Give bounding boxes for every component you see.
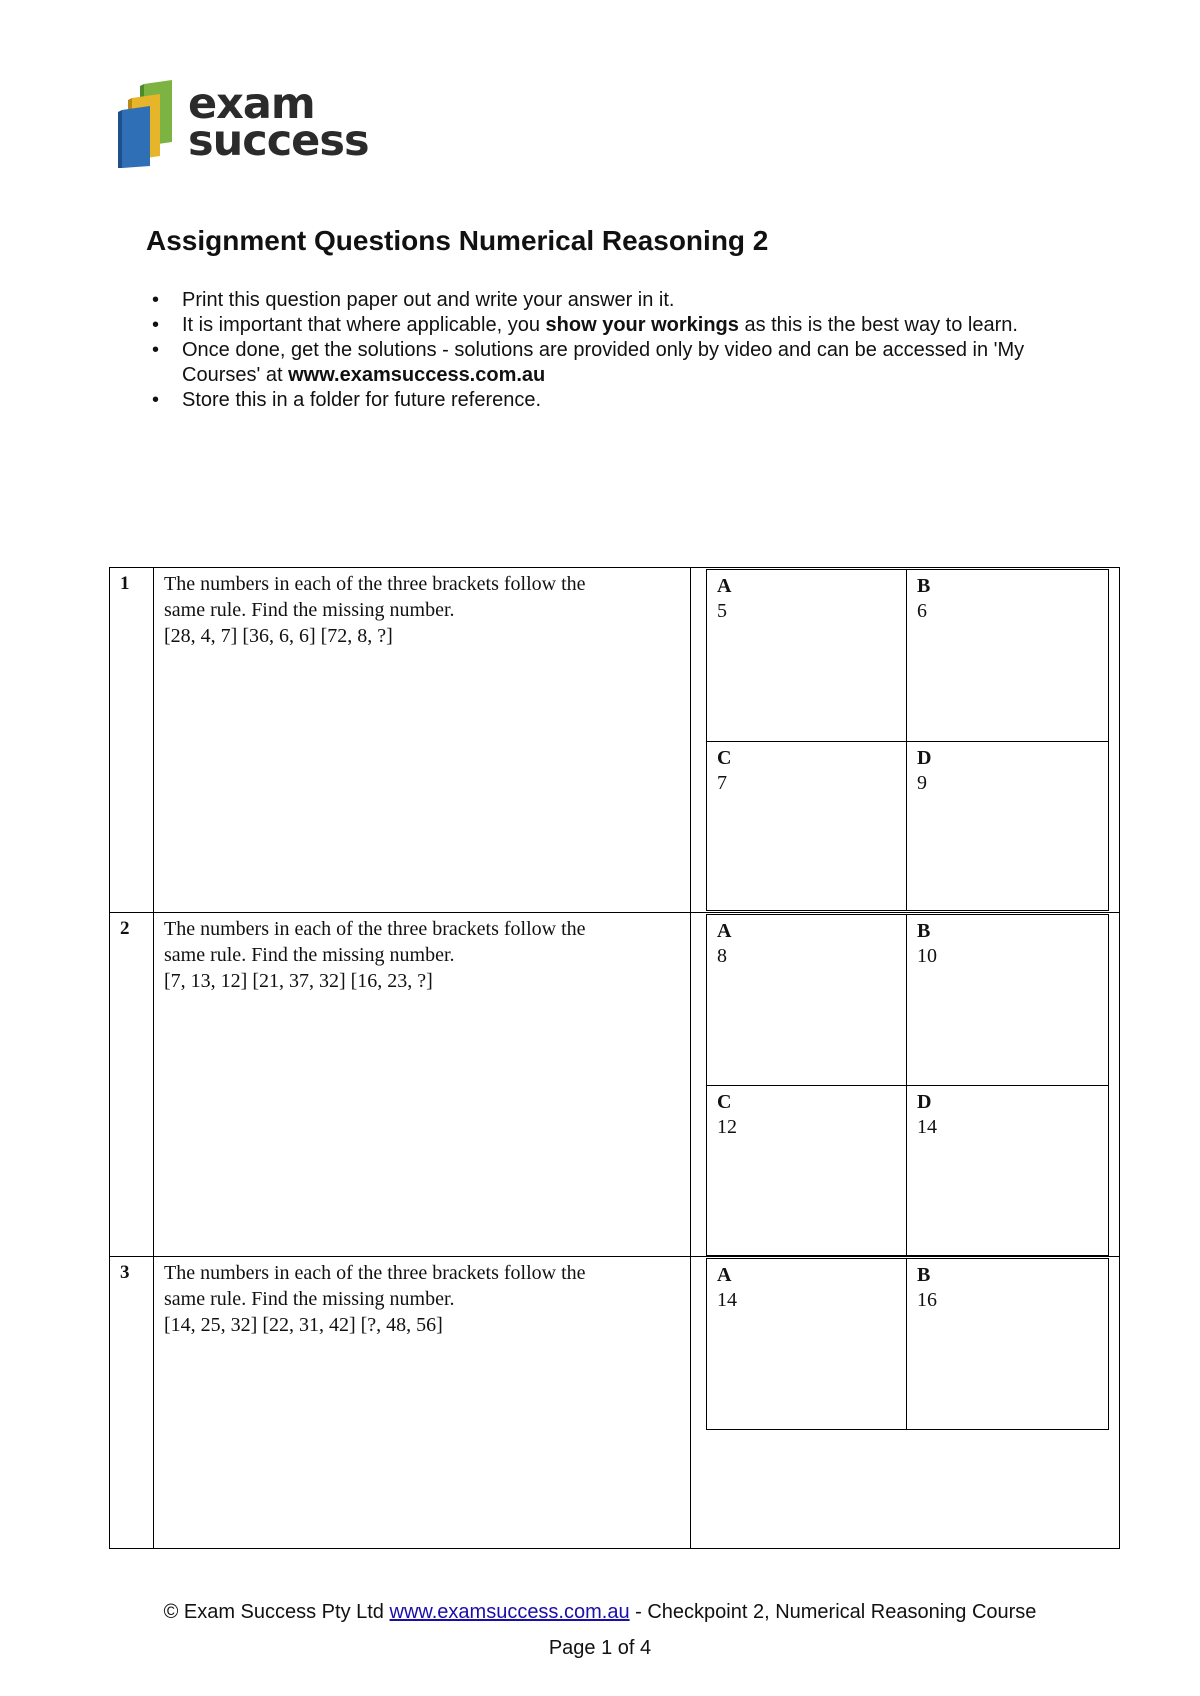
option-d[interactable] xyxy=(907,742,1108,910)
option-value: 8 xyxy=(717,945,727,967)
footer-course: - Checkpoint 2, Numerical Reasoning Course xyxy=(629,1601,1037,1623)
option-value: 9 xyxy=(917,772,927,794)
exam-success-logo xyxy=(118,80,378,170)
option-value: 10 xyxy=(917,945,937,967)
option-value: 16 xyxy=(917,1289,937,1311)
options-grid xyxy=(706,1258,1109,1430)
instruction-text: It is important that where applicable, you xyxy=(182,314,546,336)
question-sequence: [7, 13, 12] [21, 37, 32] [16, 23, ?] xyxy=(164,970,433,992)
option-letter: C xyxy=(717,747,732,769)
question-line: same rule. Find the missing number. xyxy=(164,944,455,966)
instruction-text: Print this question paper out and write your answer in it. xyxy=(182,289,675,311)
option-a[interactable] xyxy=(707,915,907,1086)
instruction-text: as this is the best way to learn. xyxy=(738,314,1018,336)
instruction-item xyxy=(146,288,1096,313)
instruction-text: Store this in a folder for future reference. xyxy=(182,389,542,411)
instruction-website: www.examsuccess.com.au xyxy=(288,364,546,386)
question-line: The numbers in each of the three brackets follow the xyxy=(164,918,586,940)
option-b[interactable] xyxy=(907,570,1108,742)
instruction-emphasis: show your workings xyxy=(545,314,739,336)
option-letter: A xyxy=(717,1264,732,1286)
option-letter: D xyxy=(917,747,932,769)
option-letter: B xyxy=(917,920,931,942)
option-b[interactable] xyxy=(907,1259,1108,1429)
logo-word-exam: exam xyxy=(188,79,315,129)
question-row-1 xyxy=(110,568,1119,912)
option-letter: D xyxy=(917,1091,932,1113)
instruction-item xyxy=(146,338,1096,388)
option-letter: B xyxy=(917,1264,931,1286)
question-number: 3 xyxy=(110,1257,154,1548)
question-text xyxy=(154,913,691,1256)
instruction-text: Once done, get the solutions - solutions are provided only by video and can be accessed in 'My Courses' at xyxy=(182,339,1025,386)
question-number: 2 xyxy=(110,913,154,1256)
options-grid xyxy=(706,569,1109,911)
question-line: The numbers in each of the three brackets follow the xyxy=(164,573,586,595)
option-b[interactable] xyxy=(907,915,1108,1086)
page-footer xyxy=(0,1594,1200,1666)
option-d[interactable] xyxy=(907,1086,1108,1255)
instructions-list xyxy=(146,288,1096,413)
option-a[interactable] xyxy=(707,570,907,742)
books-logo-icon xyxy=(118,80,176,168)
instruction-item xyxy=(146,313,1096,338)
footer-website-link[interactable]: www.examsuccess.com.au xyxy=(389,1601,630,1623)
footer-copyright-line xyxy=(0,1594,1200,1630)
option-value: 14 xyxy=(917,1116,937,1138)
question-row-2 xyxy=(110,912,1119,1256)
footer-copyright: © Exam Success Pty Ltd xyxy=(163,1601,390,1623)
option-value: 6 xyxy=(917,600,927,622)
question-text xyxy=(154,568,691,912)
question-line: same rule. Find the missing number. xyxy=(164,599,455,621)
option-value: 7 xyxy=(717,772,727,794)
options-grid xyxy=(706,914,1109,1256)
answer-options xyxy=(706,1258,1110,1430)
answer-options xyxy=(706,569,1110,911)
question-row-3 xyxy=(110,1256,1119,1548)
question-number: 1 xyxy=(110,568,154,912)
option-value: 12 xyxy=(717,1116,737,1138)
question-line: same rule. Find the missing number. xyxy=(164,1288,455,1310)
option-letter: A xyxy=(717,920,732,942)
question-sequence: [28, 4, 7] [36, 6, 6] [72, 8, ?] xyxy=(164,625,393,647)
option-c[interactable] xyxy=(707,1086,907,1255)
question-text xyxy=(154,1257,691,1548)
page-title: Assignment Questions Numerical Reasoning 2 xyxy=(146,225,769,256)
option-letter: A xyxy=(717,575,732,597)
option-letter: C xyxy=(717,1091,732,1113)
logo-wordmark xyxy=(188,79,369,166)
page-number: Page 1 of 4 xyxy=(548,1637,652,1659)
option-a[interactable] xyxy=(707,1259,907,1429)
question-sequence: [14, 25, 32] [22, 31, 42] [?, 48, 56] xyxy=(164,1314,443,1336)
logo-word-success: success xyxy=(188,116,369,166)
question-line: The numbers in each of the three brackets follow the xyxy=(164,1262,586,1284)
answer-options xyxy=(706,914,1110,1256)
instruction-item xyxy=(146,388,1096,413)
option-value: 5 xyxy=(717,600,727,622)
option-value: 14 xyxy=(717,1289,737,1311)
option-c[interactable] xyxy=(707,742,907,910)
question-table xyxy=(109,567,1120,1549)
option-letter: B xyxy=(917,575,931,597)
